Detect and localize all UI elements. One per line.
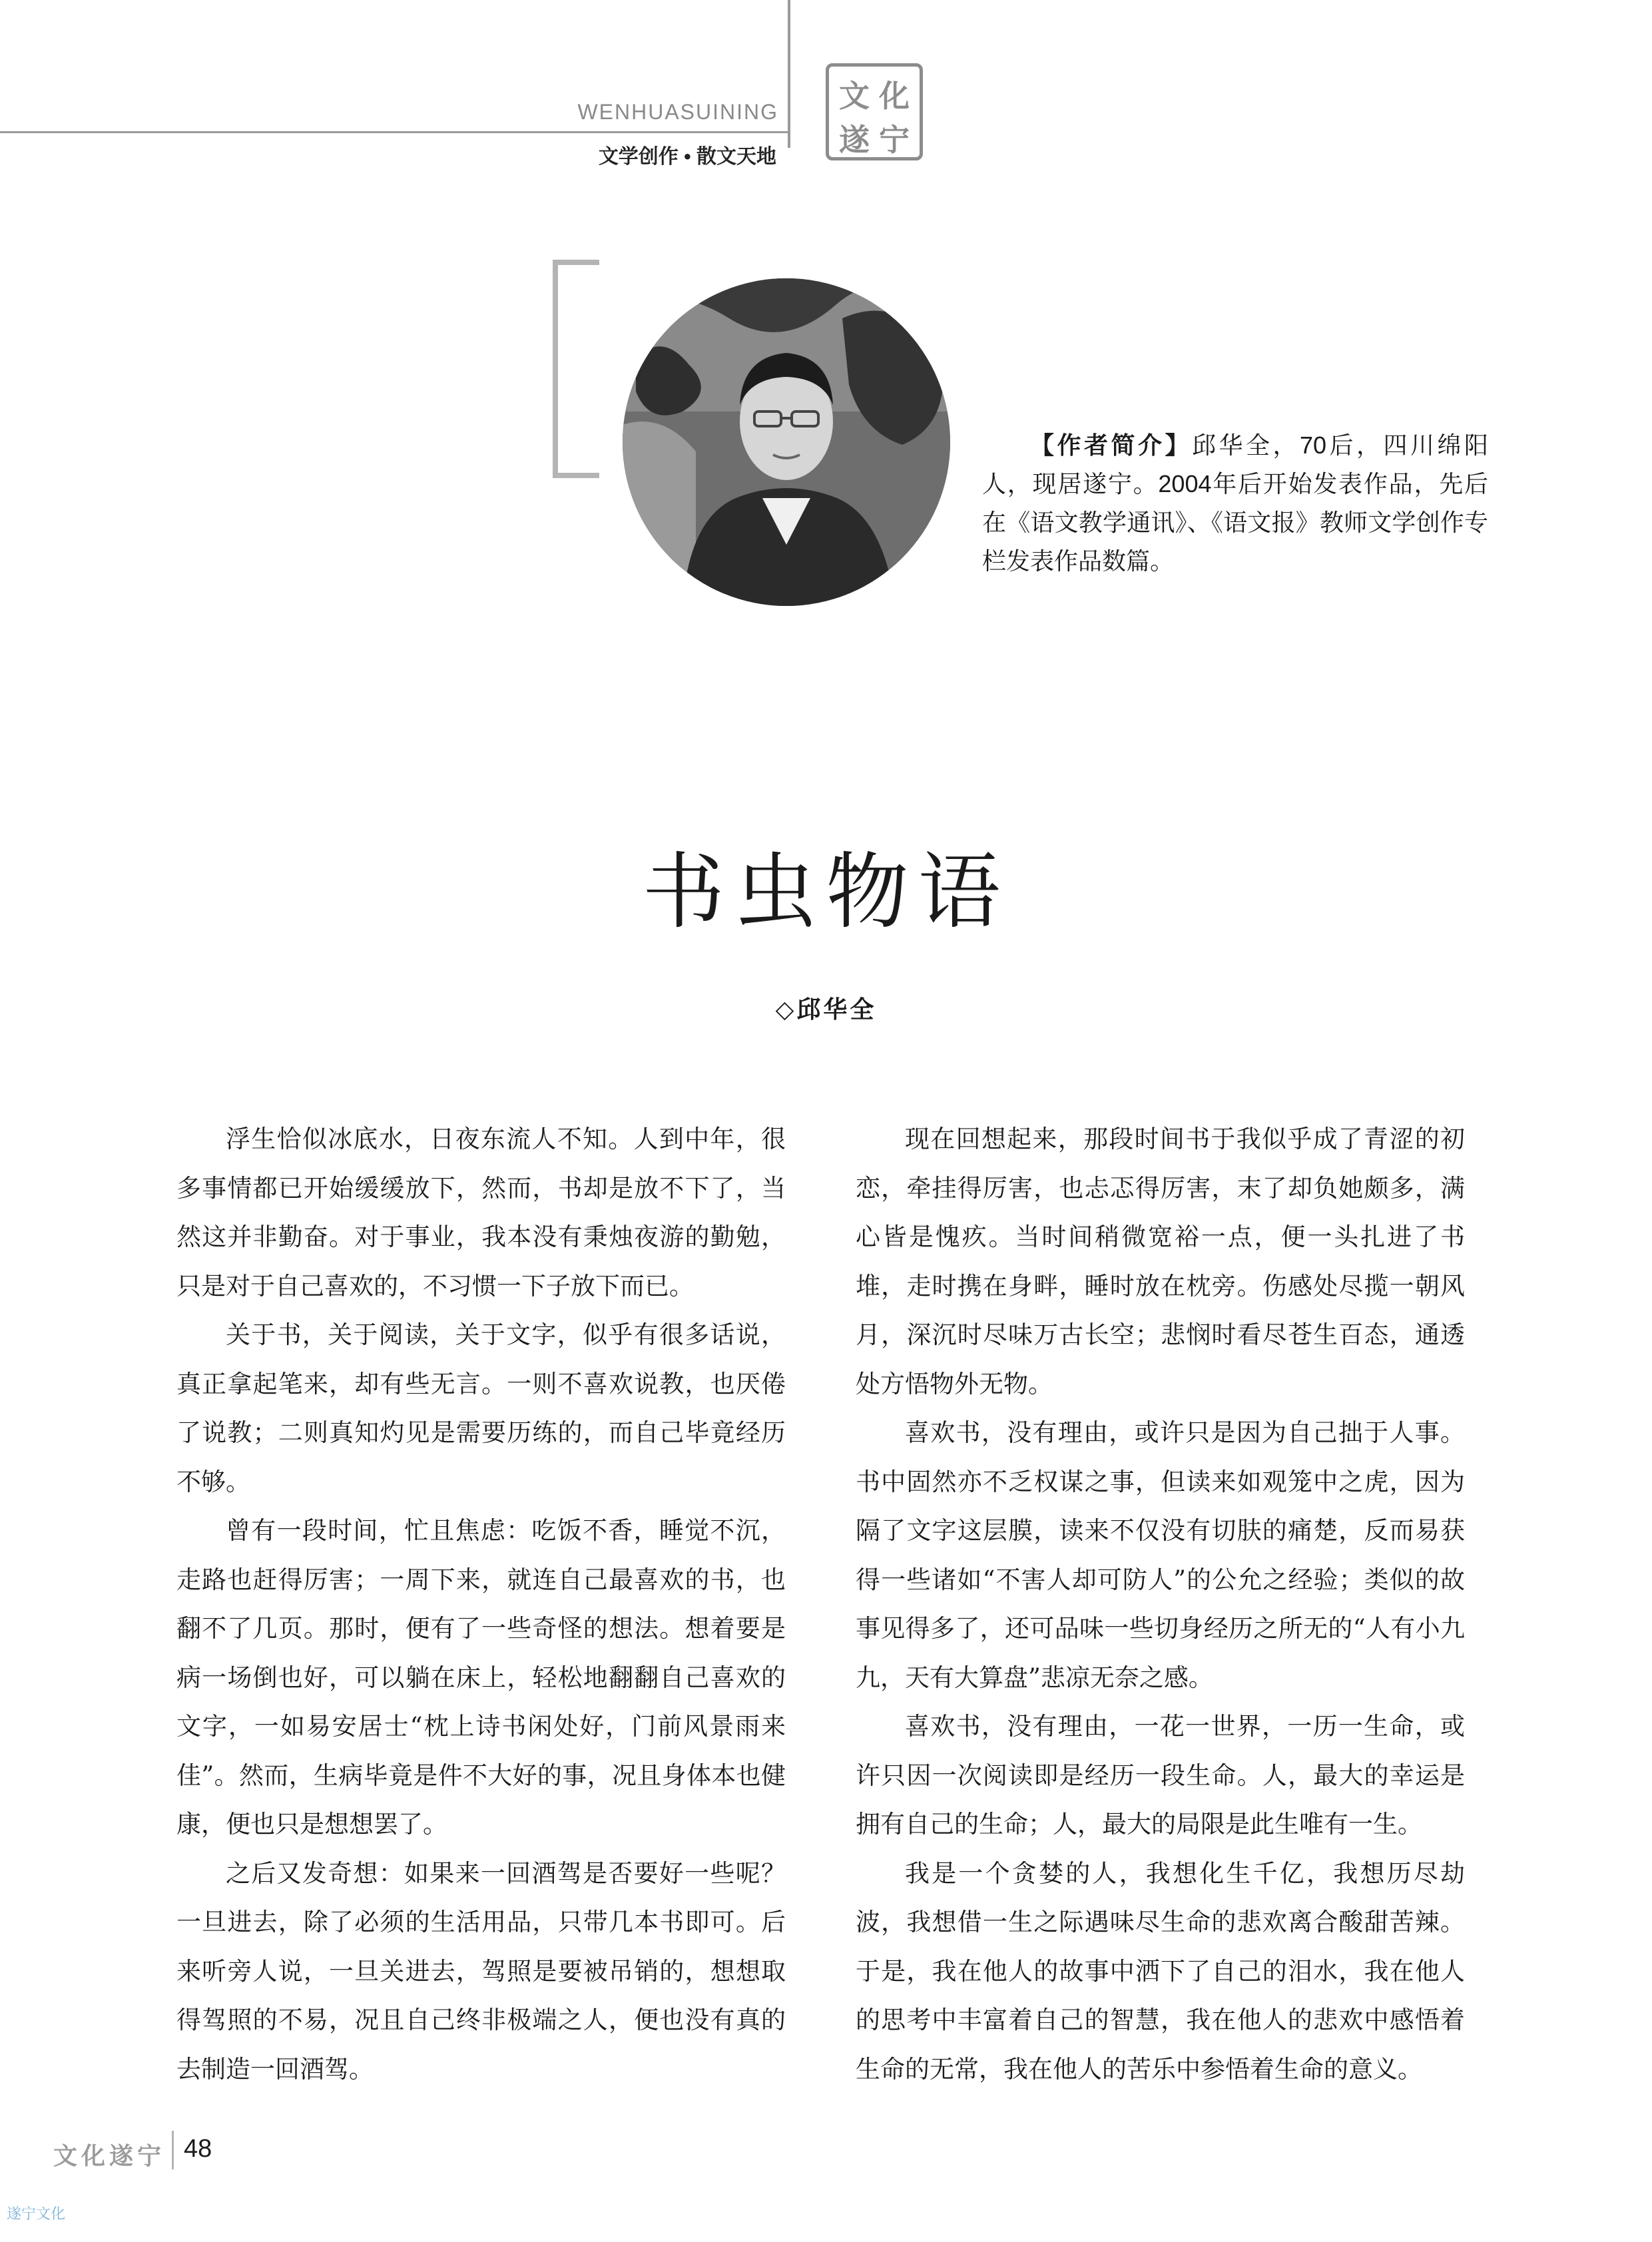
section-label: 文学创作 • 散文天地 xyxy=(598,146,776,168)
footer-magazine-name: 文化遂宁 xyxy=(53,2142,166,2170)
paragraph: 浮生恰似冰底水，日夜东流人不知。人到中年，很多事情都已开始缓缓放下，然而，书却是放不下了，当然这并非勤奋。对于事业，我本没有秉烛夜游的勤勉，只是对于自己喜欢的，不习惯一下子放下而已。 xyxy=(176,1125,786,1300)
paragraph: 曾有一段时间，忙且焦虑：吃饭不香，睡觉不沉，走路也赶得厉害；一周下来，就连自己最喜欢的书，也翻不了几页。那时，便有了一些奇怪的想法。想着要是病一场倒也好，可以躺在床上，轻松地翻翻自己喜欢的文字，一如易安居士“枕上诗书闲处好，门前风景雨来佳”。然而，生病毕竟是件不大好的事，况且身体本也健康，便也只是想想罢了。 xyxy=(176,1516,786,1838)
paragraph: 喜欢书，没有理由，一花一世界，一历一生命，或许只因一次阅读即是经历一段生命。人，最大的幸运是拥有自己的生命；人，最大的局限是此生唯有一生。 xyxy=(856,1712,1465,1838)
paragraph: 我是一个贪婪的人，我想化生千亿，我想历尽劫波，我想借一生之际遇味尽生命的悲欢离合酸甜苦辣。于是，我在他人的故事中洒下了自己的泪水，我在他人的思考中丰富着自己的智慧，我在他人的悲欢中感悟着生命的无常，我在他人的苦乐中参悟着生命的意义。 xyxy=(856,1858,1465,2084)
page-number: 48 xyxy=(184,2135,212,2163)
paragraph: 关于书，关于阅读，关于文字，似乎有很多话说，真正拿起笔来，却有些无言。一则不喜欢说教，也厌倦了说教；二则真知灼见是需要历练的，而自己毕竟经历不够。 xyxy=(176,1320,786,1496)
watermark-logo: 遂宁文化 xyxy=(7,2206,66,2223)
paragraph: 现在回想起来，那段时间书于我似乎成了青涩的初恋，牵挂得厉害，也忐忑得厉害，末了却负她颇多，满心皆是愧疚。当时间稍微宽裕一点，便一头扎进了书堆，走时携在身畔，睡时放在枕旁。伤感处尽揽一朝风月，深沉时尽味万古长空；悲悯时看尽苍生百态，通透处方悟物外无物。 xyxy=(856,1125,1465,1398)
magazine-seal-logo xyxy=(826,63,923,160)
decorative-bracket xyxy=(553,260,599,478)
seal-char: 遂 xyxy=(839,122,870,158)
magazine-latin-name: WENHUASUINING xyxy=(577,100,778,124)
author-portrait xyxy=(623,278,950,606)
header-divider xyxy=(788,0,790,148)
bio-label: 【作者简介】 xyxy=(1030,431,1192,459)
paragraph: 喜欢书，没有理由，或许只是因为自己拙于人事。书中固然亦不乏权谋之事，但读来如观笼中之虎，因为隔了文字这层膜，读来不仅没有切肤的痛楚，反而易获得一些诸如“不害人却可防人”的公允之经验；类似的故事见得多了，还可品味一些切身经历之所无的“人有小九九，天有大算盘”悲凉无奈之感。 xyxy=(856,1418,1465,1692)
seal-char: 文 xyxy=(839,78,870,114)
seal-char: 宁 xyxy=(879,122,910,158)
body-column-left xyxy=(176,1115,786,2094)
author-bio xyxy=(982,426,1488,581)
paragraph: 之后又发奇想：如果来一回酒驾是否要好一些呢？一旦进去，除了必须的生活用品，只带几本书即可。后来听旁人说，一旦关进去，驾照是要被吊销的，想想取得驾照的不易，况且自己终非极端之人，便也没有真的去制造一回酒驾。 xyxy=(176,1858,786,2084)
bio-text: 邱华全，70后，四川绵阳人，现居遂宁。2004年后开始发表作品，先后在《语文教学通讯》、《语文报》教师文学创作专栏发表作品数篇。 xyxy=(982,431,1488,575)
article-byline: ◇邱华全 xyxy=(775,995,877,1023)
body-column-right xyxy=(856,1115,1465,2094)
article-title: 书虫物语 xyxy=(642,844,1010,940)
seal-char: 化 xyxy=(879,78,910,114)
footer-divider xyxy=(172,2131,174,2169)
header-rule xyxy=(0,131,788,133)
